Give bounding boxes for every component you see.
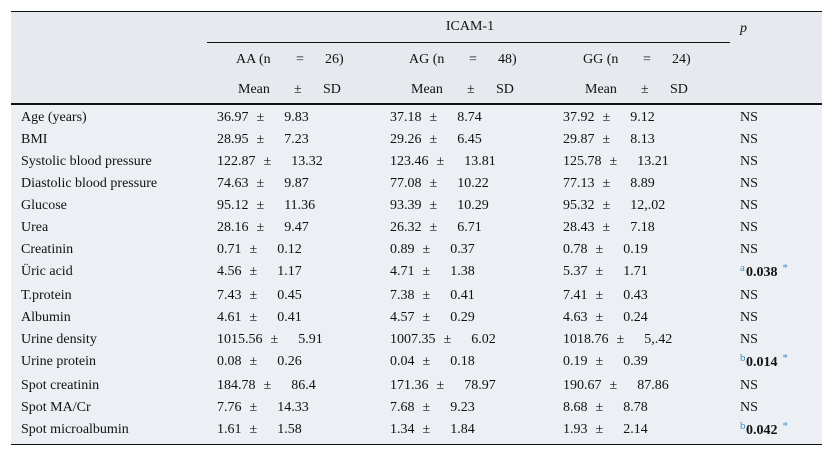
- header-bottom-rule: [11, 103, 822, 105]
- mean-label: Mean: [585, 82, 617, 97]
- mean-value: 29.87: [563, 132, 595, 147]
- sd-value: 9.87: [284, 176, 309, 191]
- sd-value: 0.45: [277, 288, 302, 303]
- p-value: 0.042: [746, 423, 778, 438]
- row-label: T.protein: [21, 288, 72, 303]
- sd-value: 8.74: [457, 110, 482, 125]
- pm-sign: ±: [595, 400, 604, 415]
- p-value: NS: [740, 332, 758, 347]
- sd-value: 5,.42: [644, 332, 673, 347]
- significance-star: *: [782, 420, 788, 432]
- sd-value: 13.81: [464, 154, 496, 169]
- sd-value: 0.19: [623, 242, 648, 257]
- pm-sign: ±: [263, 378, 272, 393]
- pm-sign: ±: [602, 132, 611, 147]
- sd-value: 0.12: [277, 242, 302, 257]
- group-label: AG (n: [409, 52, 445, 67]
- sd-value: 0.41: [277, 310, 302, 325]
- mean-value: 7.43: [217, 288, 242, 303]
- mean-value: 36.97: [217, 110, 249, 125]
- pm-sign: ±: [422, 242, 431, 257]
- mean-value: 4.71: [390, 264, 415, 279]
- sd-value: 9.47: [284, 220, 309, 235]
- mean-value: 0.04: [390, 354, 415, 369]
- pm-sign: ±: [422, 264, 431, 279]
- sd-value: 0.26: [277, 354, 302, 369]
- pm-sign: ±: [249, 242, 258, 257]
- mean-value: 37.18: [390, 110, 422, 125]
- group-rule: [207, 42, 730, 43]
- p-value: NS: [740, 198, 758, 213]
- sd-value: 11.36: [284, 198, 316, 213]
- mean-value: 7.38: [390, 288, 415, 303]
- bottom-rule: [11, 444, 822, 445]
- p-value: NS: [740, 378, 758, 393]
- mean-value: 26.32: [390, 220, 422, 235]
- p-value: 0.038: [746, 265, 778, 280]
- p-value: NS: [740, 400, 758, 415]
- mean-value: 7.41: [563, 288, 588, 303]
- sd-label: SD: [496, 82, 514, 97]
- sd-value: 7.18: [630, 220, 655, 235]
- group-count: 26): [325, 52, 344, 67]
- sd-value: 0.24: [623, 310, 648, 325]
- mean-value: 4.63: [563, 310, 588, 325]
- pm-sign: ±: [249, 354, 258, 369]
- mean-value: 1.34: [390, 422, 415, 437]
- pm-sign: ±: [429, 176, 438, 191]
- p-marker: a: [740, 262, 745, 274]
- p-value: NS: [740, 176, 758, 191]
- mean-value: 37.92: [563, 110, 595, 125]
- sd-label: SD: [323, 82, 341, 97]
- significance-star: *: [782, 262, 788, 274]
- mean-value: 4.61: [217, 310, 242, 325]
- p-value: 0.014: [746, 355, 778, 370]
- p-marker: b: [740, 420, 746, 432]
- sd-value: 1.17: [277, 264, 302, 279]
- p-value: NS: [740, 288, 758, 303]
- pm-sign: ±: [249, 310, 258, 325]
- row-label: Creatinin: [21, 242, 74, 257]
- sd-value: 13.32: [291, 154, 323, 169]
- sd-value: 2.14: [623, 422, 648, 437]
- pm-sign: ±: [249, 288, 258, 303]
- p-value: NS: [740, 110, 758, 125]
- sd-value: 8.78: [623, 400, 648, 415]
- sd-value: 1.84: [450, 422, 475, 437]
- sd-value: 9.83: [284, 110, 309, 125]
- mean-value: 8.68: [563, 400, 588, 415]
- mean-value: 29.26: [390, 132, 422, 147]
- sd-value: 0.41: [450, 288, 475, 303]
- mean-value: 190.67: [563, 378, 602, 393]
- pm-sign: ±: [602, 220, 611, 235]
- row-label: Urine protein: [21, 354, 97, 369]
- sd-value: 87.86: [637, 378, 669, 393]
- pm-sign: ±: [256, 220, 265, 235]
- pm-sign: ±: [602, 110, 611, 125]
- pm-sign: ±: [595, 422, 604, 437]
- pm-sign: ±: [609, 154, 618, 169]
- row-label: Spot creatinin: [21, 378, 100, 393]
- p-value: NS: [740, 310, 758, 325]
- pm-sign: ±: [602, 198, 611, 213]
- pm-sign: ±: [436, 378, 445, 393]
- mean-value: 77.13: [563, 176, 595, 191]
- sd-value: 0.43: [623, 288, 648, 303]
- mean-value: 7.68: [390, 400, 415, 415]
- sd-value: 14.33: [277, 400, 309, 415]
- row-label: Urine density: [21, 332, 97, 347]
- row-label: Spot microalbumin: [21, 422, 129, 437]
- mean-value: 1.93: [563, 422, 588, 437]
- mean-value: 93.39: [390, 198, 422, 213]
- group-eq: =: [469, 52, 477, 67]
- sd-value: 10.29: [457, 198, 489, 213]
- mean-value: 0.89: [390, 242, 415, 257]
- pm-sign: ±: [595, 242, 604, 257]
- mean-value: 1018.76: [563, 332, 609, 347]
- pm-sign: ±: [256, 132, 265, 147]
- pm-sign: ±: [616, 332, 625, 347]
- mean-value: 0.78: [563, 242, 588, 257]
- sd-value: 0.37: [450, 242, 475, 257]
- mean-label: Mean: [238, 82, 270, 97]
- pm-sign: ±: [609, 378, 618, 393]
- row-label: Age (years): [21, 110, 87, 125]
- pm-sign: ±: [429, 132, 438, 147]
- pm-sign: ±: [422, 288, 431, 303]
- pm-sign: ±: [595, 310, 604, 325]
- mean-value: 77.08: [390, 176, 422, 191]
- pm-sign: ±: [595, 288, 604, 303]
- pm-sign: ±: [443, 332, 452, 347]
- mean-value: 74.63: [217, 176, 249, 191]
- group-count: 48): [498, 52, 517, 67]
- pm-sign: ±: [256, 198, 265, 213]
- mean-value: 0.08: [217, 354, 242, 369]
- sd-value: 7.23: [284, 132, 309, 147]
- mean-value: 1007.35: [390, 332, 436, 347]
- sd-value: 78.97: [464, 378, 496, 393]
- row-label: Üric acid: [21, 264, 73, 279]
- pm-sign: ±: [429, 198, 438, 213]
- sd-value: 12,.02: [630, 198, 666, 213]
- pm-sign: ±: [595, 354, 604, 369]
- pm-sign: ±: [602, 176, 611, 191]
- sd-value: 9.12: [630, 110, 655, 125]
- mean-value: 7.76: [217, 400, 242, 415]
- row-label: Glucose: [21, 198, 67, 213]
- pm-sign: ±: [429, 110, 438, 125]
- group-title: ICAM-1: [445, 19, 495, 34]
- mean-value: 4.56: [217, 264, 242, 279]
- p-column-header: p: [740, 21, 747, 36]
- p-value: NS: [740, 220, 758, 235]
- pm-sign: ±: [270, 332, 279, 347]
- group-label: GG (n: [583, 52, 619, 67]
- sd-value: 10.22: [457, 176, 489, 191]
- p-value: NS: [740, 132, 758, 147]
- mean-value: 0.19: [563, 354, 588, 369]
- pm-sign: ±: [436, 154, 445, 169]
- mean-value: 28.95: [217, 132, 249, 147]
- group-count: 24): [672, 52, 691, 67]
- pm-sign: ±: [595, 264, 604, 279]
- sd-value: 5.91: [298, 332, 323, 347]
- sd-value: 1.71: [623, 264, 648, 279]
- mean-value: 123.46: [390, 154, 429, 169]
- pm-sign: ±: [256, 176, 265, 191]
- sd-value: 9.23: [450, 400, 475, 415]
- mean-value: 125.78: [563, 154, 602, 169]
- pm-sign: ±: [422, 310, 431, 325]
- mean-value: 184.78: [217, 378, 256, 393]
- pm-sign: ±: [249, 400, 258, 415]
- row-label: Urea: [21, 220, 49, 235]
- top-rule: [11, 11, 822, 12]
- pm-label: ±: [467, 82, 475, 97]
- pm-sign: ±: [429, 220, 438, 235]
- pm-label: ±: [294, 82, 302, 97]
- mean-value: 171.36: [390, 378, 429, 393]
- pm-sign: ±: [422, 400, 431, 415]
- row-label: Spot MA/Cr: [21, 400, 91, 415]
- mean-value: 1.61: [217, 422, 242, 437]
- sd-value: 86.4: [291, 378, 316, 393]
- sd-value: 13.21: [637, 154, 669, 169]
- p-value: NS: [740, 154, 758, 169]
- group-label: AA (n: [236, 52, 271, 67]
- significance-star: *: [782, 352, 788, 364]
- sd-value: 6.45: [457, 132, 482, 147]
- group-eq: =: [643, 52, 651, 67]
- row-label: Albumin: [21, 310, 71, 325]
- sd-value: 1.58: [277, 422, 302, 437]
- p-marker: b: [740, 352, 746, 364]
- mean-value: 4.57: [390, 310, 415, 325]
- mean-label: Mean: [411, 82, 443, 97]
- sd-value: 0.39: [623, 354, 648, 369]
- sd-value: 1.38: [450, 264, 475, 279]
- pm-sign: ±: [256, 110, 265, 125]
- p-value: NS: [740, 242, 758, 257]
- sd-value: 6.02: [471, 332, 496, 347]
- mean-value: 5.37: [563, 264, 588, 279]
- sd-value: 0.18: [450, 354, 475, 369]
- sd-value: 8.13: [630, 132, 655, 147]
- row-label: BMI: [21, 132, 48, 147]
- sd-value: 0.29: [450, 310, 475, 325]
- group-eq: =: [296, 52, 304, 67]
- sd-value: 8.89: [630, 176, 655, 191]
- row-label: Systolic blood pressure: [21, 154, 152, 169]
- pm-sign: ±: [249, 264, 258, 279]
- mean-value: 122.87: [217, 154, 256, 169]
- pm-label: ±: [641, 82, 649, 97]
- sd-value: 6.71: [457, 220, 482, 235]
- row-label: Diastolic blood pressure: [21, 176, 158, 191]
- mean-value: 95.32: [563, 198, 595, 213]
- mean-value: 1015.56: [217, 332, 263, 347]
- mean-value: 0.71: [217, 242, 242, 257]
- mean-value: 28.16: [217, 220, 249, 235]
- pm-sign: ±: [422, 354, 431, 369]
- sd-label: SD: [670, 82, 688, 97]
- pm-sign: ±: [263, 154, 272, 169]
- mean-value: 28.43: [563, 220, 595, 235]
- mean-value: 95.12: [217, 198, 249, 213]
- pm-sign: ±: [249, 422, 258, 437]
- pm-sign: ±: [422, 422, 431, 437]
